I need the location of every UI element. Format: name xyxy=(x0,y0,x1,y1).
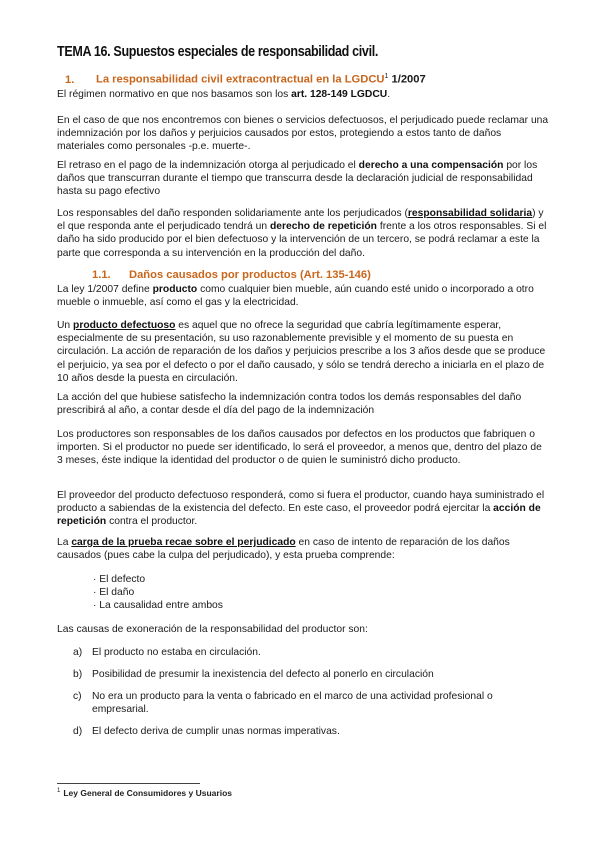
list-item-text: El defecto deriva de cumplir unas normas imperativas. xyxy=(92,726,340,737)
section-title: La responsabilidad civil extracontractual en la LGDCU xyxy=(96,73,385,86)
text-run: La xyxy=(57,537,72,548)
bold-underline-run: carga de la prueba recae sobre el perjudicado xyxy=(71,537,296,548)
text-run: frente a los otros responsables. Si el daño ha sido producido por el bien defectuoso y la intervención de un tercero, se podrá reclamar a este la parte que corresponda a su intervención en la producción del daño. xyxy=(57,221,547,259)
list-marker: d) xyxy=(73,726,83,737)
paragraph-carga xyxy=(57,536,549,562)
list-item: · El defecto xyxy=(93,574,146,585)
list-item: · La causalidad entre ambos xyxy=(93,600,223,611)
list-item-text: No era un producto para la venta o fabricado en el marco de una actividad profesional o empresarial. xyxy=(92,691,493,716)
text-run: El retraso en el pago de la indemnización otorga al perjudicado el xyxy=(57,160,359,171)
text-run: La ley 1/2007 define xyxy=(57,284,153,295)
footnote-divider xyxy=(57,783,200,784)
text-run: Los responsables del daño responden solidariamente ante los perjudicados ( xyxy=(57,208,408,219)
bold-run: producto xyxy=(152,284,198,295)
section-title: Daños causados por productos (Art. 135-146) xyxy=(129,269,371,281)
text-run: por los daños que transcurran durante el tiempo que transcurra desde la declaración judicial de responsabilidad hasta su pago efectivo xyxy=(57,160,538,198)
list-item xyxy=(73,668,543,681)
list-item xyxy=(73,690,543,716)
paragraph-defectuoso xyxy=(57,319,549,385)
paragraph-responsables xyxy=(57,207,549,260)
list-marker: b) xyxy=(73,669,83,680)
paragraph-causas: Las causas de exoneración de la responsabilidad del productor son: xyxy=(57,624,368,635)
text-run: en caso de intento de reparación de los daños causados (pues cabe la culpa del perjudicado), y esta prueba comprende: xyxy=(57,537,510,562)
text-run: El régimen normativo en que nos basamos son los xyxy=(57,89,292,100)
footnote-mark: 1 xyxy=(57,788,61,795)
footnote-ref: 1 xyxy=(384,73,389,80)
section-heading-1 xyxy=(57,73,426,86)
paragraph-regimen xyxy=(57,88,549,101)
list-item xyxy=(73,725,543,738)
paragraph-proveedor xyxy=(57,489,549,529)
list-item-text: El producto no estaba en circulación. xyxy=(92,647,261,658)
paragraph-caso: En el caso de que nos encontremos con bienes o servicios defectuosos, el perjudicado puede reclamar una indemnización por los daños y perjuicios causados por estos, protegiendo a estos tanto de daños materiales como personales -p.e. muerte-. xyxy=(57,115,549,153)
section-number: 1.1. xyxy=(92,269,111,281)
paragraph-retraso xyxy=(57,159,549,199)
text-run: como cualquier bien mueble, aún cuando esté unido o incorporado a otro mueble o inmueble, así como el gas y la electricidad. xyxy=(57,284,534,309)
bold-underline-run: responsabilidad solidaria xyxy=(407,208,533,219)
bold-run: art. 128-149 LGDCU xyxy=(291,89,388,100)
section-year: 1/2007 xyxy=(388,73,426,86)
section-heading-1-1 xyxy=(92,269,371,281)
footnote xyxy=(57,788,232,798)
section-number: 1. xyxy=(65,73,75,86)
list-item: · El daño xyxy=(93,587,135,598)
page-title: TEMA 16. Supuestos especiales de responsabilidad civil. xyxy=(57,44,378,60)
paragraph-ley xyxy=(57,283,549,309)
bold-underline-run: producto defectuoso xyxy=(73,320,176,331)
list-marker: c) xyxy=(73,691,82,702)
text-run: Un xyxy=(57,320,74,331)
footnote-text: Ley General de Consumidores y Usuarios xyxy=(63,788,232,798)
text-run: ) y el que responda ante el perjudicado tendrá un xyxy=(57,208,544,233)
text-run: contra el productor. xyxy=(106,516,198,528)
list-item-text: Posibilidad de presumir la inexistencia del defecto al ponerlo en circulación xyxy=(92,669,434,680)
bold-run: derecho de repetición xyxy=(269,221,377,233)
paragraph-productores: Los productores son responsables de los daños causados por defectos en los productos que fabriquen o importen. Si el productor no puede ser identificado, lo será el proveedor, a menos que, dentro del plazo de 3 meses, éste indique la identidad del productor o de quien le suministró dicho producto. xyxy=(57,429,542,467)
bold-run: acción de repetición xyxy=(57,503,541,528)
paragraph-accion: La acción del que hubiese satisfecho la indemnización contra todos los demás responsables del daño prescribirá al año, a contar desde el día del pago de la indemnización xyxy=(57,392,522,417)
bold-run: derecho a una compensación xyxy=(358,160,504,171)
text-run: es aquel que no ofrece la seguridad que cabría legítimamente esperar, especialmente de su presentación, su uso razonablemente previsible y el momento de su puesta en circulación. La acción de reparación de los daños y perjuicios prescribe a los 3 años desde que se produce el perjuicio, ya sea por el defecto o por el daño causado, y sólo se tendrá derecho a iniciarla en el plazo de 10 años desde la puesta en circulación. xyxy=(57,320,546,384)
text-run: . xyxy=(387,89,391,100)
text-run: El proveedor del producto defectuoso responderá, como si fuera el productor, cuando haya suministrado el producto a sabiendas de la existencia del defecto. En este caso, el proveedor podrá ejercitar la xyxy=(57,490,545,515)
list-marker: a) xyxy=(73,647,83,658)
list-item xyxy=(73,646,543,659)
